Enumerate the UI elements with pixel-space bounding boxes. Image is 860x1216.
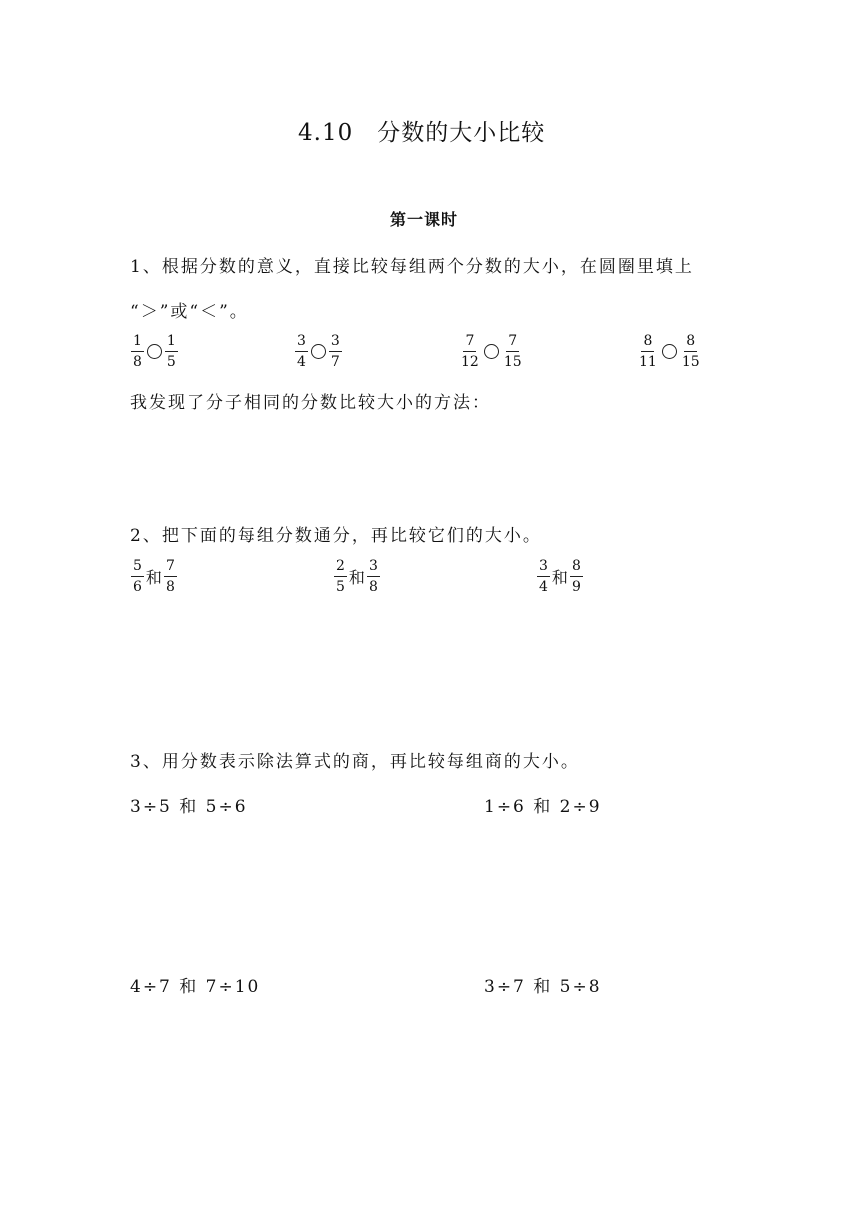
answer-circle[interactable]: [147, 344, 162, 359]
fraction: $\frac{7}{8}$: [165, 558, 175, 595]
fraction: $\frac{1}{5}$: [166, 333, 176, 370]
question-1-note: 我发现了分子相同的分数比较大小的方法：: [130, 393, 491, 413]
fraction: $\frac{7}{12}$: [461, 333, 479, 370]
page-title: 4.10 分数的大小比较: [298, 120, 546, 146]
q2-pair-2: [333, 559, 381, 594]
answer-circle[interactable]: [311, 344, 326, 359]
connector-text: 和: [348, 568, 365, 587]
fraction: $\frac{8}{15}$: [681, 333, 700, 370]
connector-text: 和: [551, 568, 568, 587]
question-3-text: 3、用分数表示除法算式的商，再比较每组商的大小。: [130, 752, 580, 772]
answer-circle[interactable]: [662, 344, 677, 359]
question-2-text: 2、把下面的每组分数通分，再比较它们的大小。: [130, 526, 542, 546]
q1-compare-pair-4: [636, 334, 703, 369]
question-1-text: 1、根据分数的意义，直接比较每组两个分数的大小，在圆圈里填上: [130, 257, 694, 277]
q1-compare-pair-3: [458, 334, 525, 369]
question-1-text-line2: “＞”或“＜”。: [130, 302, 249, 322]
q3-item-1: 3÷5 和 5÷6: [130, 797, 248, 817]
connector-text: 和: [145, 568, 162, 587]
q3-item-3: 4÷7 和 7÷10: [130, 977, 261, 997]
fraction: $\frac{3}{4}$: [297, 333, 306, 370]
fraction: $\frac{5}{6}$: [133, 558, 142, 595]
fraction: $\frac{8}{9}$: [571, 558, 581, 595]
fraction: $\frac{8}{11}$: [639, 333, 657, 370]
fraction: $\frac{3}{8}$: [368, 558, 378, 595]
fraction: $\frac{7}{15}$: [503, 333, 522, 370]
fraction: $\frac{1}{8}$: [133, 333, 142, 370]
q3-item-2: 1÷6 和 2÷9: [484, 797, 602, 817]
q1-compare-pair-2: [294, 334, 343, 369]
lesson-subtitle: 第一课时: [390, 210, 459, 229]
fraction: $\frac{3}{4}$: [539, 558, 548, 595]
answer-circle[interactable]: [484, 344, 499, 359]
q2-pair-3: [536, 559, 584, 594]
fraction: $\frac{2}{5}$: [336, 558, 345, 595]
fraction: $\frac{3}{7}$: [330, 333, 340, 370]
q2-pair-1: [130, 559, 178, 594]
q1-compare-pair-1: [130, 334, 179, 369]
q3-item-4: 3÷7 和 5÷8: [484, 977, 602, 997]
